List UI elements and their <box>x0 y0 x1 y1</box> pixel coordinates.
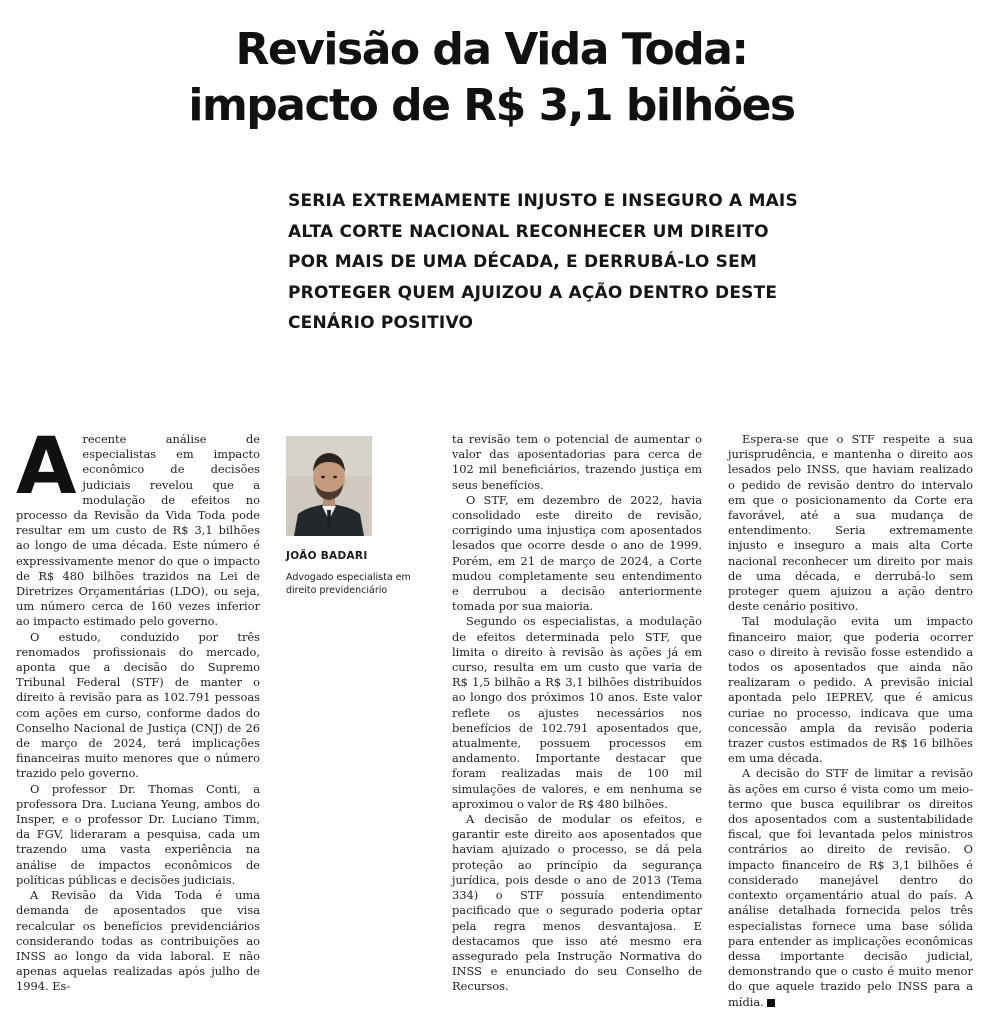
author-portrait-icon <box>286 436 372 536</box>
author-photo <box>286 436 372 536</box>
paragraph: recente análise de especialistas em impacto econômico de decisões judiciais revelou que a modulação de efeitos no processo da Revisão da Vida Toda pode resultar em um custo de R$ 3,1 bilhões ao longo de uma década. Este número é expressivamente menor do que o impacto de R$ 480 bilhões trazidos na Lei de Diretrizes Orçamentárias (LDO), ou seja, um número cerca de 160 vezes inferior ao impacto estimado pelo governo. <box>16 432 260 629</box>
paragraph: Espera-se que o STF respeite a sua jurisprudência, e mantenha o direito aos lesados pelo INSS, que haviam realizado o pedido de revisão dentro do intervalo em que o posicionamento da Corte era favorável, até a sua mudança de entendimento. Seria extremamente injusto e inseguro a mais alta Corte nacional reconhecer um direito por mais de uma década, e derrubá-lo sem proteger quem ajuizou a ação dentro deste cenário positivo. <box>728 432 973 614</box>
author-bio: Advogado especialista em direito previdenciário <box>286 572 411 596</box>
paragraph: A Revisão da Vida Toda é uma demanda de aposentados que visa recalcular os benefícios previdenciários considerando todas as contribuições ao INSS ao longo da vida laboral. E não apenas aquelas realizadas após julho de 1994. Es- <box>16 888 260 994</box>
author-name: JOÃO BADARI <box>286 550 368 562</box>
headline-line-1: Revisão da Vida Toda: <box>235 24 748 75</box>
end-mark-icon <box>767 999 775 1007</box>
pull-quote: SERIA EXTREMAMENTE INJUSTO E INSEGURO A MAIS ALTA CORTE NACIONAL RECONHECER UM DIREITO POR MAIS DE UMA DÉCADA, E DERRUBÁ-LO SEM PROTEGER QUEM AJUIZOU A AÇÃO DENTRO DESTE CENÁRIO POSITIVO <box>288 191 798 333</box>
article-column-1 <box>16 422 260 994</box>
author-box <box>286 436 426 597</box>
drop-cap: A <box>16 422 77 512</box>
paragraph: ta revisão tem o potencial de aumentar o valor das aposentadorias para cerca de 102 mil beneficiários, trazendo justiça em seus benefícios. <box>452 432 702 492</box>
paragraph <box>728 766 973 1009</box>
headline-line-2: impacto de R$ 3,1 bilhões <box>188 80 795 131</box>
article-column-3 <box>728 432 973 1009</box>
article-column-2 <box>452 432 702 994</box>
headline <box>0 22 983 134</box>
paragraph: Tal modulação evita um impacto financeiro maior, que poderia ocorrer caso o direito à revisão fosse estendido a todos os aposentados que ainda não realizaram o pedido. A previsão inicial apontada pelo IEPREV, que é amicus curiae no processo, indicava que uma concessão ampla da revisão poderia trazer custos estimados de R$ 16 bilhões em uma década. <box>728 614 973 766</box>
paragraph: Segundo os especialistas, a modulação de efeitos determinada pelo STF, que limita o direito à revisão às ações já em curso, resulta em um custo que varia de R$ 1,5 bilhão a R$ 3,1 bilhões distribuídos ao longo dos próximos 10 anos. Este valor reflete os ajustes necessários nos benefícios de 102.791 aposentados que, atualmente, possuem processos em andamento. Importante destacar que foram realizadas mais de 100 mil simulações de valores, e em nenhuma se aproximou o valor de R$ 480 bilhões. <box>452 614 702 811</box>
paragraph: O professor Dr. Thomas Conti, a professora Dra. Luciana Yeung, ambos do Insper, e o professor Dr. Luciano Timm, da FGV, lideraram a pesquisa, cada um trazendo uma vasta experiência na análise de impactos econômicos de políticas públicas e decisões judiciais. <box>16 781 260 887</box>
paragraph-text: A decisão do STF de limitar a revisão às ações em curso é vista como um meio-termo que busca equilibrar os direitos dos aposentados com a sustentabilidade fiscal, que foi levantada pelos ministros contrários ao direito de revisão. O impacto financeiro de R$ 3,1 bilhões é considerado manejável dentro do contexto orçamentário atual do país. A análise detalhada fornecida pelos três especialistas fornece uma base sólida para entender as implicações econômicas dessa importante decisão judicial, demonstrando que o custo é muito menor do que aquele trazido pelo INSS para a mídia. <box>728 766 973 1009</box>
paragraph: O estudo, conduzido por três renomados profissionais do mercado, aponta que a decisão do Supremo Tribunal Federal (STF) de manter o direito à revisão para as 102.791 pessoas com ações em curso, conforme dados do Conselho Nacional de Justiça (CNJ) de 26 de março de 2024, terá implicações financeiras muito menores que o número trazido pelo governo. <box>16 629 260 781</box>
paragraph: A decisão de modular os efeitos, e garantir este direito aos aposentados que haviam ajuizado o processo, se dá pela proteção ao princípio da segurança jurídica, pois desde o ano de 2013 (Tema 334) o STF possuía entendimento pacificado que o segurado poderia optar pela regra menos desvantajosa. E destacamos que isso até mesmo era assegurado pela Instrução Normativa do INSS e enunciado do seu Conselho de Recursos. <box>452 812 702 994</box>
paragraph: O STF, em dezembro de 2022, havia consolidado este direito de revisão, corrigindo uma injustiça com aposentados lesados que ocorre desde o ano de 1999. Porém, em 21 de março de 2024, a Corte mudou completamente seu entendimento e derrubou a decisão anteriormente tomada por sua maioria. <box>452 492 702 614</box>
